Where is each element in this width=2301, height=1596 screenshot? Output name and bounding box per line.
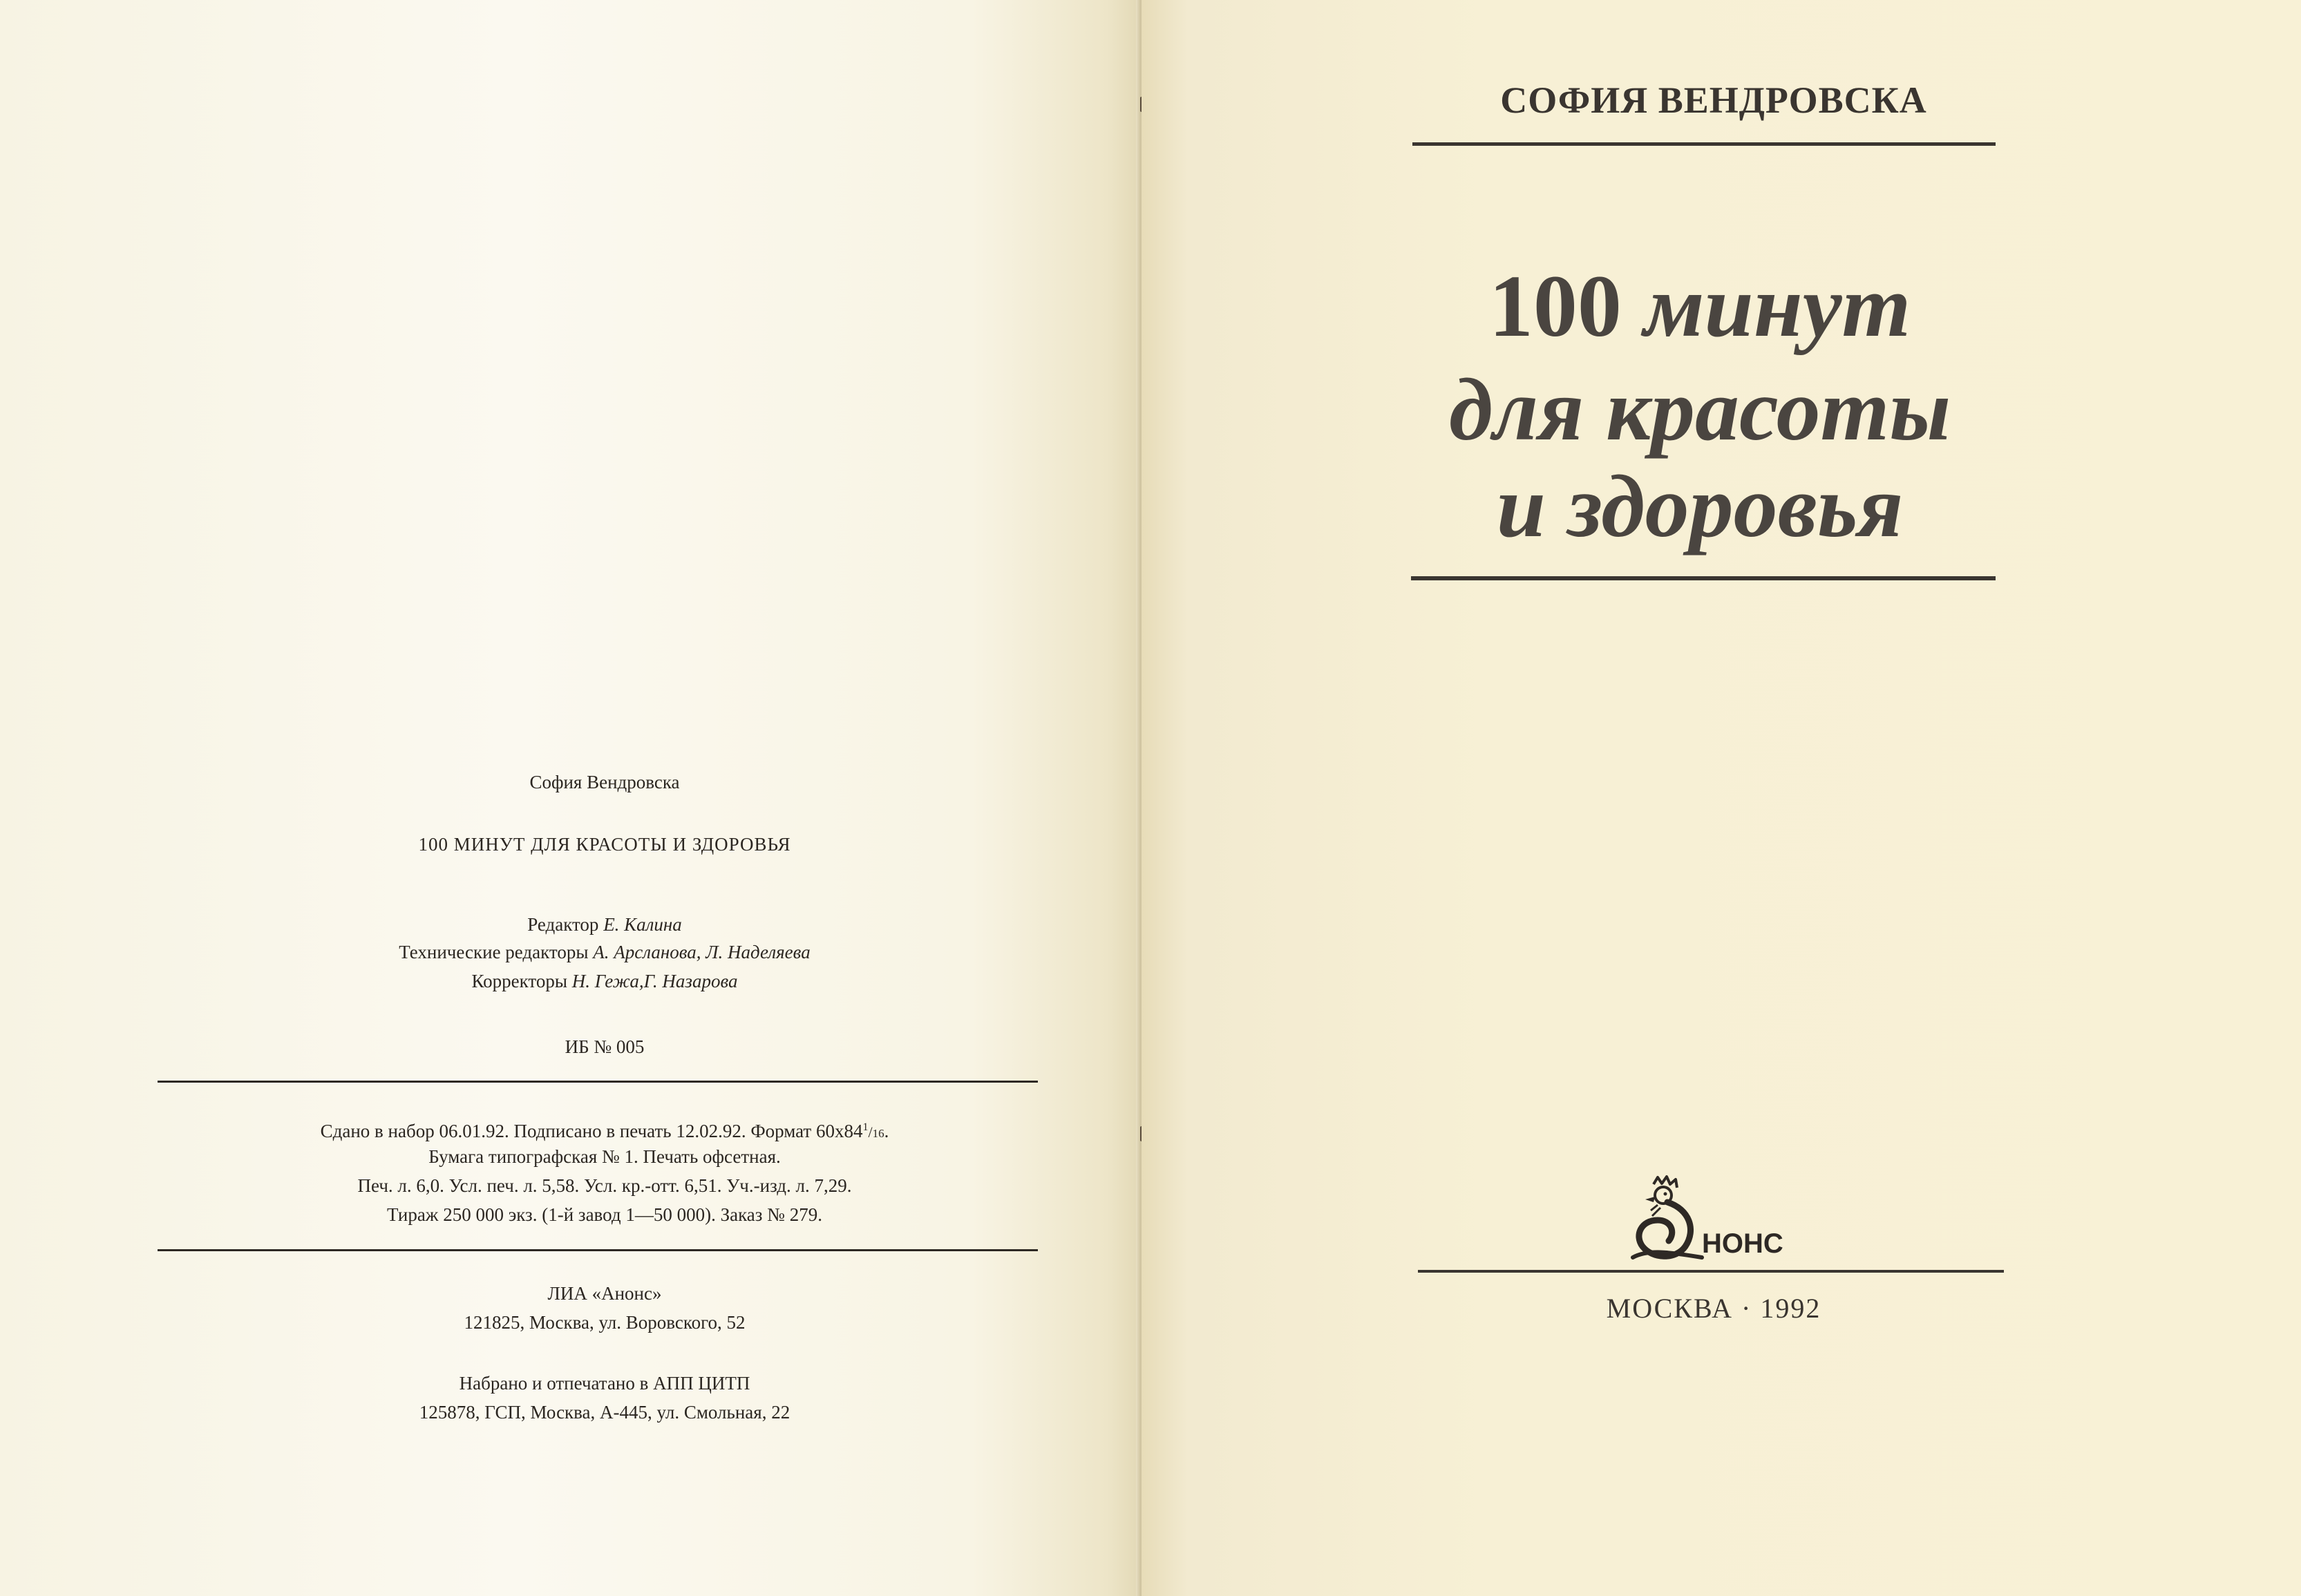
title-number: 100 — [1488, 257, 1622, 355]
imprint-rule — [1418, 1270, 2004, 1273]
rooster-a-logo-icon — [1627, 1175, 1710, 1264]
book-title-line-2 — [1403, 361, 1997, 459]
book-title-line-1 — [1403, 257, 1997, 355]
author-underline — [1412, 142, 1996, 146]
tech-editors-line — [159, 938, 1050, 966]
editor-name: Е. Калина — [603, 914, 682, 935]
ib-number: ИБ № 005 — [565, 1036, 645, 1057]
publisher-address: 121825, Москва, ул. Воровского, 52 — [464, 1312, 746, 1333]
publisher-logo — [1627, 1175, 1807, 1264]
format-fraction-denominator: 16 — [872, 1127, 884, 1140]
logo-text: НОНС — [1702, 1228, 1783, 1259]
left-page-imprint — [0, 0, 1142, 1596]
printer-address: 125878, ГСП, Москва, А-445, ул. Смольная, 22 — [419, 1402, 790, 1423]
title-line-2-text: для красоты — [1449, 361, 1951, 459]
tech-editors-names: А. Арсланова, Л. Наделяева — [593, 942, 811, 962]
book-title-line-3 — [1403, 457, 1997, 555]
city-year: МОСКВА · 1992 — [1606, 1293, 1821, 1324]
proofreaders-label: Корректоры — [471, 971, 567, 991]
print-specs-line-4: Тираж 250 000 экз. (1-й завод 1—50 000). Заказ № 279. — [387, 1204, 822, 1225]
tech-editors-label: Технические редакторы — [399, 942, 589, 962]
editor-label: Редактор — [527, 914, 599, 935]
right-page-title — [1142, 0, 2301, 1596]
title-word-minut: минут — [1643, 257, 1911, 355]
title-underline — [1411, 576, 1996, 580]
printer-name: Набрано и отпечатано в АПП ЦИТП — [459, 1373, 750, 1394]
top-rule — [158, 1081, 1038, 1083]
title-page-author: СОФИЯ ВЕНДРОВСКА — [1500, 79, 1927, 121]
print-specs-line-1: Сдано в набор 06.01.92. Подписано в печать 12.02.92. Формат $60х84^1/16$. — [320, 1121, 889, 1141]
imprint-title: 100 МИНУТ ДЛЯ КРАСОТЫ И ЗДОРОВЬЯ — [418, 834, 791, 855]
bottom-rule — [158, 1249, 1038, 1251]
editor-line — [159, 911, 1050, 938]
title-line-3-text: и здоровья — [1496, 457, 1904, 555]
print-specs-line-3: Печ. л. 6,0. Усл. печ. л. 5,58. Усл. кр.-отт. 6,51. Уч.-изд. л. 7,29. — [357, 1175, 852, 1196]
format-fraction-numerator: 1 — [862, 1121, 869, 1133]
proofreaders-names: Н. Гежа,Г. Назарова — [571, 971, 738, 991]
imprint-author: София Вендровска — [529, 772, 680, 792]
proofreaders-line — [159, 967, 1050, 995]
print-specs-text-1: Сдано в набор 06.01.92. Подписано в печать 12.02.92. Формат 60х84 — [320, 1121, 863, 1141]
publisher-name: ЛИА «Анонс» — [547, 1283, 662, 1304]
print-specs-line-2: Бумага типографская № 1. Печать офсетная. — [428, 1146, 781, 1167]
